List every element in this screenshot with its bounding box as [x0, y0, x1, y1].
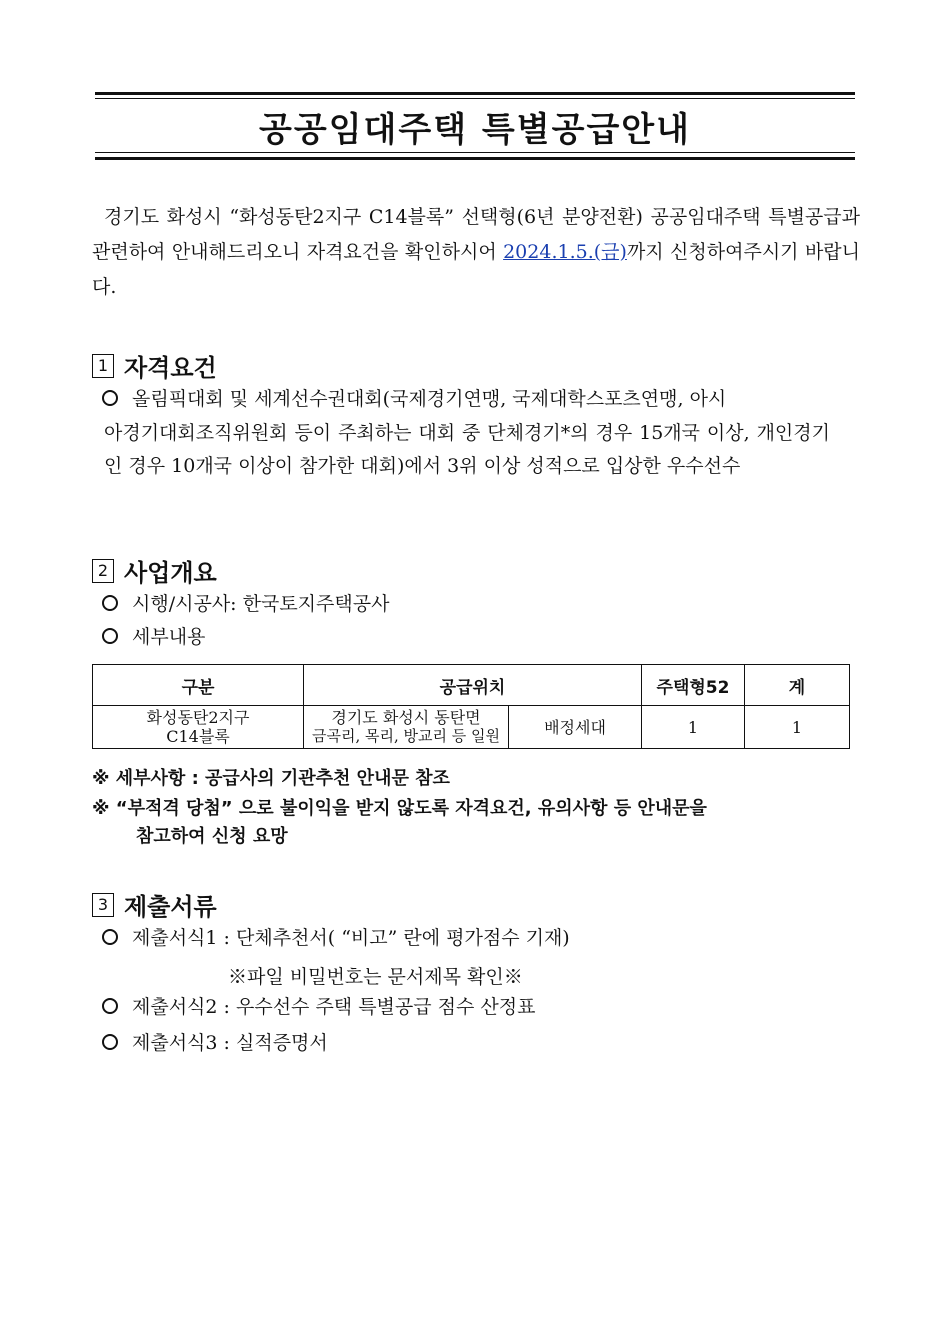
- table-header-row: [93, 665, 850, 706]
- circle-bullet-icon: [102, 390, 118, 406]
- circle-bullet-icon: [102, 595, 118, 611]
- section3-item-1: [102, 922, 570, 955]
- header-total: 계: [745, 665, 850, 706]
- section2-bullet-1: [102, 588, 389, 621]
- note-warning-cont: 참고하여 신청 요망: [136, 826, 288, 847]
- section1-bullet: [102, 383, 832, 416]
- title-rule-bottom-thick: [95, 157, 855, 160]
- intro-paragraph: [92, 200, 860, 305]
- section3-heading: [92, 887, 217, 922]
- circle-bullet-icon: [102, 628, 118, 644]
- intro-text-after: 까지 신청하여주시기 바랍니다.: [92, 241, 861, 298]
- note-details: ※ 세부사항 : 공급사의 기관추천 안내문 참조: [92, 768, 450, 789]
- note-warning: ※ “부적격 당첨” 으로 불이익을 받지 않도록 자격요건, 유의사항 등 안내문을: [92, 798, 707, 819]
- page-title: 공공임대주택 특별공급안내: [259, 110, 691, 150]
- section3-item-2: [102, 991, 535, 1024]
- cell-count: 1: [642, 706, 745, 749]
- password-note: ※파일 비밀번호는 문서제목 확인※: [228, 966, 523, 988]
- title-rule-top-thick: [95, 92, 855, 95]
- section3-title: 제출서류: [124, 893, 217, 921]
- section3-item-3: [102, 1027, 328, 1060]
- cell-allocation: 배정세대: [509, 706, 642, 749]
- deadline-date: 2024.1.5.(금): [503, 241, 627, 263]
- cell-total: 1: [745, 706, 850, 749]
- section1-number: 1: [92, 354, 114, 378]
- title-box: [95, 92, 855, 160]
- section2-bullet-2: [102, 621, 205, 654]
- location-line2: 금곡리, 목리, 방교리 등 일원: [312, 727, 500, 745]
- title-rule-top-thin: [95, 98, 855, 99]
- header-house-type: 주택형52: [642, 665, 745, 706]
- section1-bullet-text: 올림픽대회 및 세계선수권대회(국제경기연맹, 국제대학스포츠연맹, 아시: [132, 388, 727, 410]
- table-row: [93, 706, 850, 749]
- district-line2: C14블록: [166, 727, 230, 746]
- district-line1: 화성동탄2지구: [146, 708, 250, 727]
- circle-bullet-icon: [102, 998, 118, 1014]
- supply-table: [92, 664, 850, 749]
- section2-number: 2: [92, 559, 114, 583]
- header-location: 공급위치: [304, 665, 642, 706]
- intro-text-before: 경기도 화성시 “화성동탄2지구 C14블록” 선택형(6년 분양전환) 공공임대주택 특별공급과 관련하여 안내해드리오니 자격요건을 확인하시어: [92, 206, 860, 263]
- header-category: 구분: [93, 665, 304, 706]
- section1-title: 자격요건: [124, 354, 217, 382]
- section3-number: 3: [92, 893, 114, 917]
- section3-item-2-text: 제출서식2 : 우수선수 주택 특별공급 점수 산정표: [132, 996, 536, 1018]
- cell-location: [304, 706, 509, 749]
- section2-title: 사업개요: [124, 559, 217, 587]
- circle-bullet-icon: [102, 929, 118, 945]
- section2-bullet-1-text: 시행/시공사: 한국토지주택공사: [132, 593, 390, 615]
- section1-continuation: 아경기대회조직위원회 등이 주최하는 대회 중 단체경기*의 경우 15개국 이상, 개인경기인 경우 10개국 이상이 참가한 대회)에서 3위 이상 성적으로 입상한 우수선수: [104, 422, 830, 477]
- location-line1: 경기도 화성시 동탄면: [331, 708, 481, 727]
- title-rule-bottom-thin: [95, 152, 855, 153]
- section3-item-1-text: 제출서식1 : 단체추천서( “비고” 란에 평가점수 기재): [132, 927, 570, 949]
- cell-district: [93, 706, 304, 749]
- section2-bullet-2-text: 세부내용: [132, 626, 206, 648]
- section2-heading: [92, 553, 217, 588]
- circle-bullet-icon: [102, 1034, 118, 1050]
- section1-heading: [92, 348, 217, 383]
- section3-item-3-text: 제출서식3 : 실적증명서: [132, 1032, 328, 1054]
